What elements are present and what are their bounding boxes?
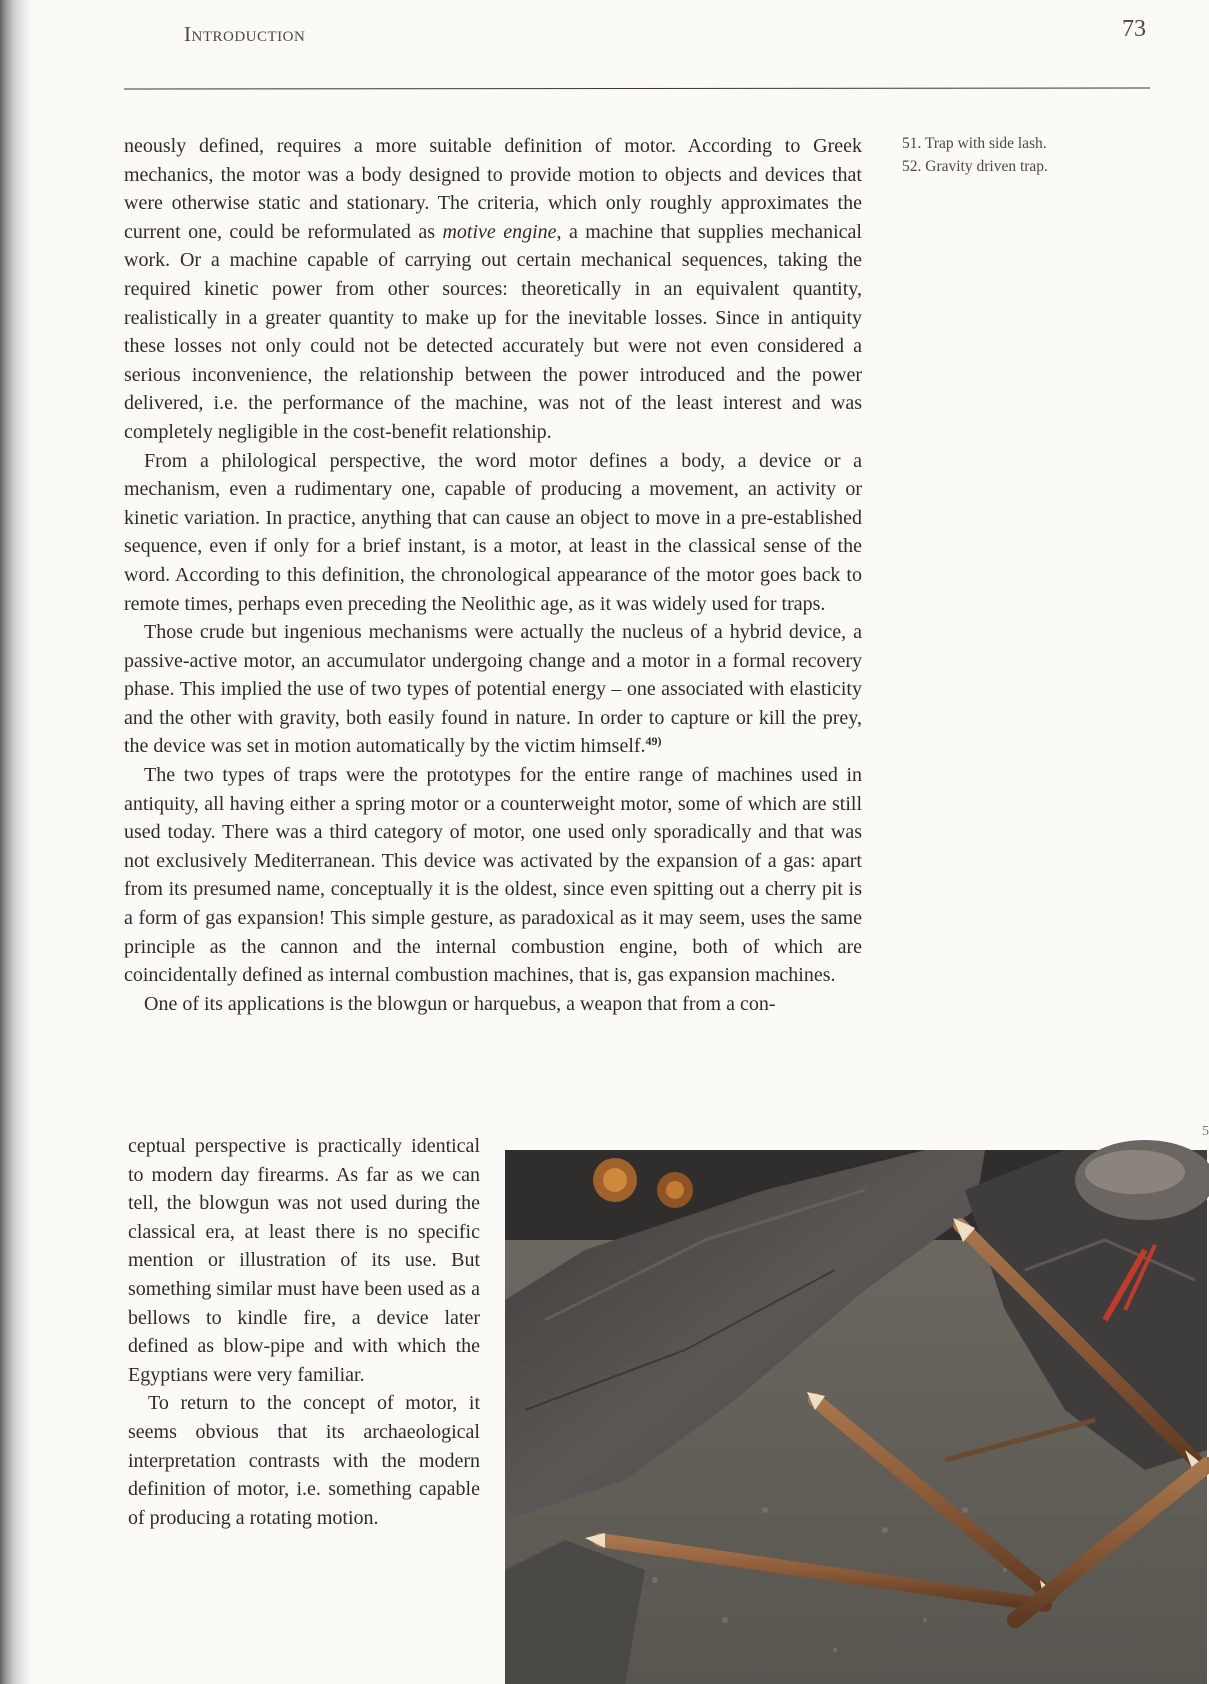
page-number: 73 — [1122, 16, 1146, 42]
paragraph-3 — [124, 618, 862, 761]
paragraph-3-text: Those crude but ingenious mechanisms were actually the nucleus of a hybrid device, a passive-active motor, an accumulator undergoing change and a motor in a formal recovery phase. This implied the use of two types of potential energy – one associated with elasticity and the other with gravity, both easily found in nature. In order to capture or kill the prey, the device was set in motion automatically by the victim himself. — [124, 621, 862, 758]
paragraph-1-emphasis: motive engine — [442, 220, 557, 243]
paragraph-1-part-b: , a machine that supplies mechanical work. Or a machine capable of carrying out certain mechanical sequences, taking the required kinetic power from other sources: theoretically in an equivalent quantity, realistically in a greater quantity to make up for the inevitable losses. Since in antiquity these losses not only could not be detected accurately but were not even considered a serious inconvenience, the relationship between the power introduced and the power delivered, i.e. the performance of the machine, was not of the least interest and was completely negligible in the cost-benefit relationship. — [124, 220, 862, 443]
paragraph-6: To return to the concept of motor, it seems obvious that its archaeological interpretation contrasts with the modern definition of motor, i.e. something capable of producing a rotating motion. — [128, 1392, 480, 1529]
paragraph-1 — [124, 132, 862, 447]
paragraph-1-part-a: neously defined, requires a more suitable definition of motor. According to Greek mechanics, the motor was a body designed to provide motion to objects and devices that were otherwise static and stationary. The criteria, which only roughly approximates the current one, could be reformulated as — [124, 135, 862, 243]
trap-photograph — [505, 1150, 1207, 1684]
body-text-narrow-column — [128, 1132, 480, 1532]
running-head-title: Introduction — [184, 22, 306, 46]
margin-mark: 5 — [1202, 1124, 1209, 1139]
body-text-column — [124, 132, 862, 1018]
caption-51: 51. Trap with side lash. — [902, 135, 1047, 152]
header-rule — [124, 88, 1150, 90]
caption-52: 52. Gravity driven trap. — [902, 158, 1048, 175]
paragraph-4: The two types of traps were the prototypes for the entire range of machines used in antiquity, all having either a spring motor or a counterweight motor, some of which are still used today. There was a third category of motor, one used only sporadically and that was not exclusively Mediterranean. This device was activated by the expansion of a gas: apart from its presumed name, conceptually it is the oldest, since even spitting out a cherry pit is a form of gas expansion! This simple gesture, as paradoxical as it may seem, uses the same principle as the cannon and the internal combustion engine, both of which are coincidentally defined as internal combustion machines, that is, gas expansion machines. — [124, 764, 862, 987]
figure-captions — [902, 132, 1102, 178]
paragraph-2: From a philological perspective, the word motor defines a body, a device or a mechanism, even a rudimentary one, capable of producing a movement, an activity or kinetic variation. In practice, anything that can cause an object to move in a pre-established sequence, even if only for a brief instant, is a motor, at least in the classical sense of the word. According to this definition, the chronological appearance of the motor goes back to remote times, perhaps even preceding the Neolithic age, as it was widely used for traps. — [124, 449, 862, 615]
book-gutter-shadow — [0, 0, 32, 1684]
footnote-ref-49: 49) — [645, 734, 662, 749]
paragraph-5-start: One of its applications is the blowgun or harquebus, a weapon that from a con- — [144, 992, 776, 1015]
paragraph-5-continued: ceptual perspective is practically identical to modern day firearms. As far as we can tell, the blowgun was not used during the classical era, at least there is no specific mention or illustration of its use. But something similar must have been used as a bellows to kindle fire, a device later defined as blow-pipe and with which the Egyptians were very familiar. — [128, 1135, 480, 1386]
